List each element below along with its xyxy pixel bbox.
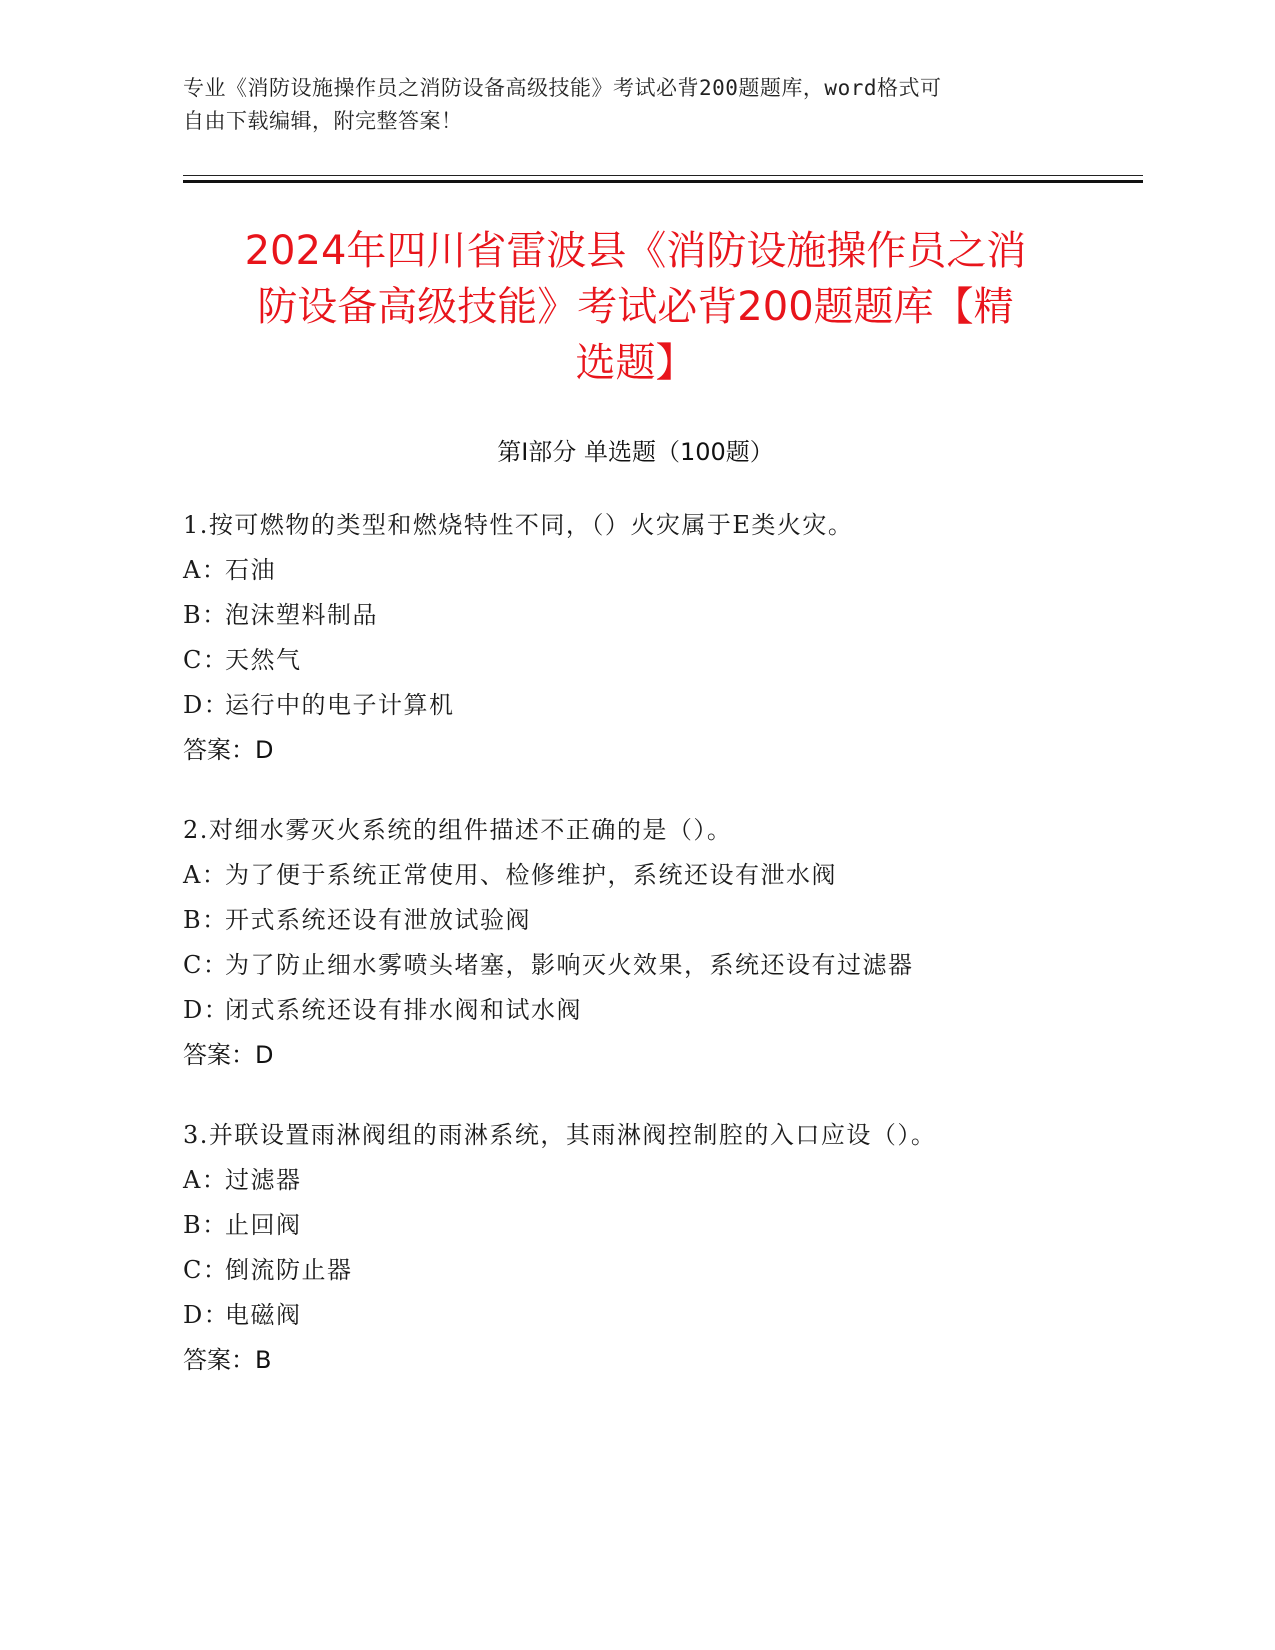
option-b [183,898,1143,943]
document-title [183,223,1088,391]
option-key: A： [183,1166,228,1194]
option-c [183,943,1143,988]
option-text: 止回阀 [225,1211,302,1239]
option-a [183,1158,1143,1203]
header-divider-thick [183,180,1143,183]
answer: 答案：D [183,736,274,764]
option-c [183,638,1143,683]
option-text: 电磁阀 [225,1301,302,1329]
option-text: 运行中的电子计算机 [225,691,455,719]
option-d [183,683,1143,728]
document-title-line-3: 选题】 [575,340,696,386]
option-text: 石油 [225,556,276,584]
option-key: B： [183,906,228,934]
question-3 [183,1113,1143,1383]
option-key: C： [183,951,229,979]
question-2 [183,808,1143,1078]
option-text: 为了便于系统正常使用、检修维护，系统还设有泄水阀 [225,861,837,889]
option-key: A： [183,861,228,889]
option-key: D： [183,996,230,1024]
option-text: 倒流防止器 [225,1256,353,1284]
option-key: C： [183,646,229,674]
document-title-line-1: 2024年四川省雷波县《消防设施操作员之消 [244,228,1027,274]
option-key: A： [183,556,228,584]
answer: 答案：D [183,1041,274,1069]
header-note [183,72,1063,138]
section-heading: 第I部分 单选题（100题） [497,438,774,466]
option-text: 泡沫塑料制品 [225,601,378,629]
header-note-line-1: 专业《消防设施操作员之消防设备高级技能》考试必背200题题库，word格式可 [183,76,942,100]
option-text: 天然气 [225,646,302,674]
option-d [183,1293,1143,1338]
option-text: 为了防止细水雾喷头堵塞，影响灭火效果，系统还设有过滤器 [225,951,914,979]
option-c [183,1248,1143,1293]
option-d [183,988,1143,1033]
option-a [183,853,1143,898]
question-stem: 1.按可燃物的类型和燃烧特性不同，（）火灾属于E类火灾。 [183,511,854,539]
option-text: 闭式系统还设有排水阀和试水阀 [225,996,582,1024]
option-key: D： [183,1301,230,1329]
question-stem: 2.对细水雾灭火系统的组件描述不正确的是（）。 [183,816,733,844]
document-title-line-2: 防设备高级技能》考试必背200题题库【精 [257,284,1014,330]
option-text: 开式系统还设有泄放试验阀 [225,906,531,934]
option-key: B： [183,1211,228,1239]
option-a [183,548,1143,593]
answer: 答案：B [183,1346,272,1374]
option-key: B： [183,601,228,629]
header-divider-thin [183,175,1143,176]
option-key: D： [183,691,230,719]
question-stem: 3.并联设置雨淋阀组的雨淋系统，其雨淋阀控制腔的入口应设（）。 [183,1121,937,1149]
option-key: C： [183,1256,229,1284]
header-note-line-2: 自由下载编辑，附完整答案！ [183,109,463,133]
question-1 [183,503,1143,773]
option-b [183,593,1143,638]
option-text: 过滤器 [225,1166,302,1194]
option-b [183,1203,1143,1248]
